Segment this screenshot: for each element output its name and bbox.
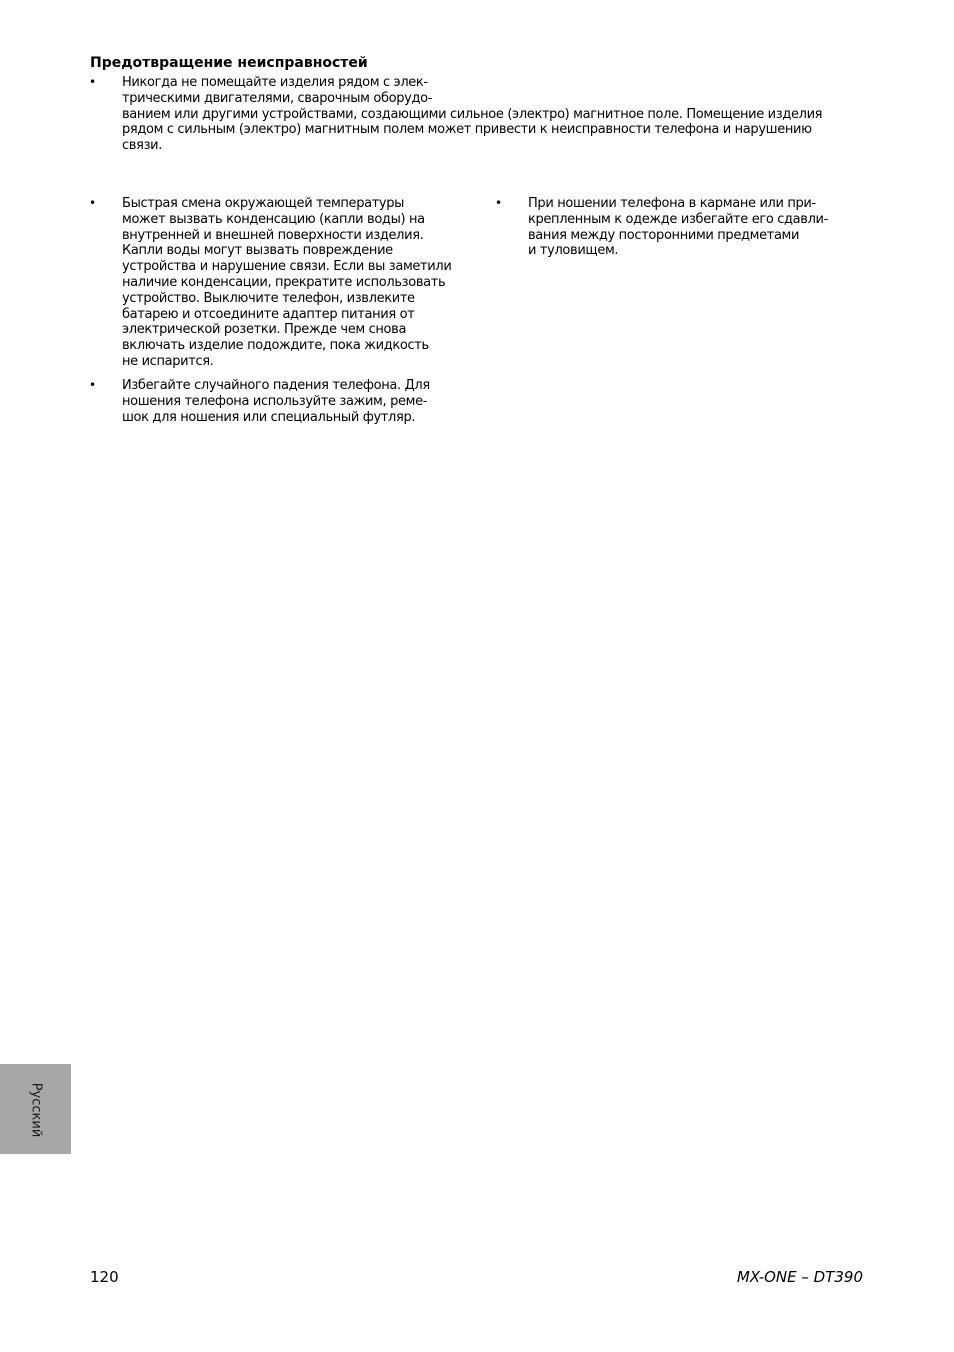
list-item (89, 378, 430, 425)
text-line: Избегайте случайного падения телефона. Для (122, 378, 430, 393)
text-line: крепленным к одежде избегайте его сдавли- (528, 211, 828, 227)
bullet: • (89, 196, 96, 210)
text-line: внутренней и внешней поверхности изделия. (122, 227, 424, 243)
text-line: и туловищем. (528, 243, 619, 259)
text-line: электрической розетки. Прежде чем снова (122, 322, 407, 338)
language-tab (0, 1064, 71, 1154)
text-line: устройства и нарушение связи. Если вы заметили (122, 259, 452, 275)
text-line: батарею и отсоедините адаптер питания от (122, 306, 415, 322)
text-line: вания между посторонними предметами (528, 227, 800, 243)
bullet: • (495, 196, 502, 210)
text-line: Капли воды могут вызвать повреждение (122, 243, 393, 259)
list-item (89, 196, 452, 370)
text-line: может вызвать конденсацию (капли воды) на (122, 211, 425, 227)
text-line: включать изделие подождите, пока жидкость (122, 338, 429, 354)
list-item (495, 196, 828, 259)
text-line: наличие конденсации, прекратите использовать (122, 274, 446, 290)
document-title: MX-ONE – DT390 (736, 1268, 863, 1286)
bullet: • (89, 75, 96, 89)
page-number: 120 (90, 1268, 119, 1286)
section-heading: Предотвращение неисправностей (90, 55, 368, 71)
text-line: рядом с сильным (электро) магнитным полем может привести к неисправности телефона и нарушению (122, 122, 812, 138)
text-line: Никогда не помещайте изделия рядом с элек- (122, 75, 428, 90)
language-tab-label: Русский (28, 1082, 44, 1138)
text-line: ванием или другими устройствами, создающими сильное (электро) магнитное поле. Помещение изделия (122, 106, 823, 122)
bullet: • (89, 378, 96, 392)
text-line: ношения телефона используйте зажим, реме- (122, 393, 428, 409)
text-line: не испарится. (122, 353, 214, 369)
text-line: шок для ношения или специальный футляр. (122, 409, 416, 425)
list-item (89, 75, 823, 154)
text-line: Быстрая смена окружающей температуры (122, 196, 405, 211)
text-line: устройство. Выключите телефон, извлеките (122, 290, 415, 306)
text-line: трическими двигателями, сварочным оборудо- (122, 90, 433, 106)
text-line: связи. (122, 138, 163, 154)
text-line: При ношении телефона в кармане или при- (528, 196, 816, 211)
